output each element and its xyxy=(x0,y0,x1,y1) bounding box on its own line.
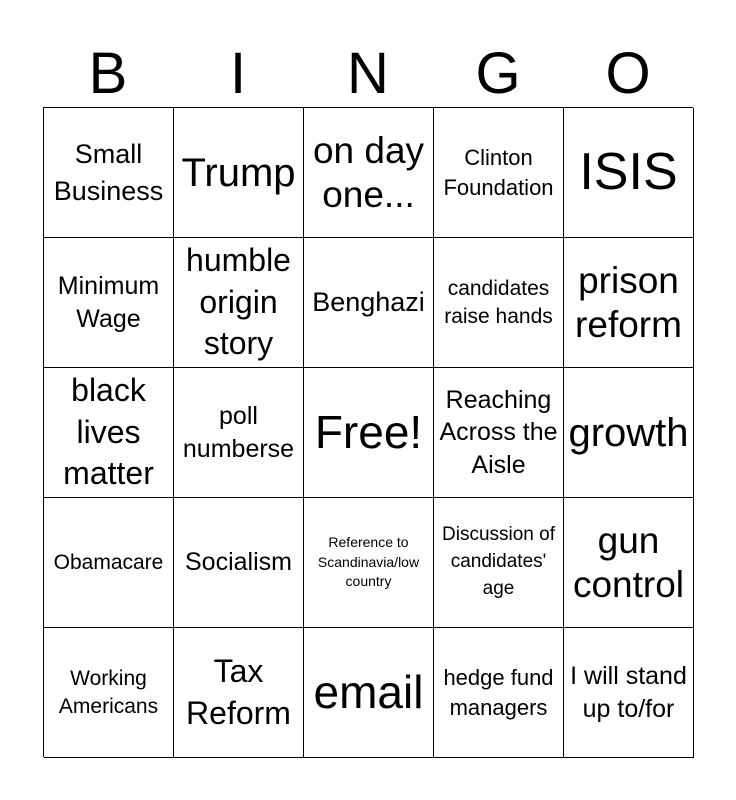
bingo-cell-r4c1[interactable] xyxy=(44,498,174,628)
bingo-cell-r1c2[interactable] xyxy=(174,108,304,238)
cell-text: Tax Reform xyxy=(186,652,291,731)
bingo-cell-r3c3[interactable] xyxy=(304,368,434,498)
cell-text: candidates raise hands xyxy=(444,276,553,328)
bingo-board xyxy=(43,107,693,757)
cell-text: ISIS xyxy=(579,142,678,201)
header-letter-n: N xyxy=(347,41,389,106)
header-letter-o: O xyxy=(605,41,651,106)
cell-text: I will stand up to/for xyxy=(570,662,687,723)
cell-text: Obamacare xyxy=(53,550,164,574)
bingo-cell-r1c4[interactable] xyxy=(434,108,564,238)
bingo-cell-r3c5[interactable] xyxy=(564,368,694,498)
header-letter-b: B xyxy=(88,41,128,106)
bingo-cell-r3c4[interactable] xyxy=(434,368,564,498)
bingo-cell-r2c1[interactable] xyxy=(44,238,174,368)
bingo-cell-r3c1[interactable] xyxy=(44,368,174,498)
cell-text: prison reform xyxy=(575,259,682,345)
bingo-cell-r5c3[interactable] xyxy=(304,628,434,758)
cell-text: Discussion of candidates' age xyxy=(442,524,555,599)
cell-text: Reaching Across the Aisle xyxy=(439,385,558,479)
cell-text: growth xyxy=(568,410,689,455)
bingo-cell-r5c1[interactable] xyxy=(44,628,174,758)
cell-text: poll numberse xyxy=(182,402,295,463)
cell-text: Trump xyxy=(181,150,296,195)
bingo-cell-r5c2[interactable] xyxy=(174,628,304,758)
cell-text: gun control xyxy=(572,519,685,605)
cell-text: Clinton Foundation xyxy=(443,144,554,200)
header-letter-i: I xyxy=(229,41,247,106)
cell-text: Small Business xyxy=(53,139,164,206)
bingo-cell-r4c2[interactable] xyxy=(174,498,304,628)
bingo-cell-r2c5[interactable] xyxy=(564,238,694,368)
cell-text: Free! xyxy=(314,406,423,459)
bingo-cell-r4c3[interactable] xyxy=(304,498,434,628)
cell-text: Reference to Scandinavia/low country xyxy=(317,534,420,590)
bingo-cell-r3c2[interactable] xyxy=(174,368,304,498)
bingo-cell-r1c1[interactable] xyxy=(44,108,174,238)
cell-text: Minimum Wage xyxy=(57,272,160,333)
bingo-cell-r2c2[interactable] xyxy=(174,238,304,368)
bingo-cell-r4c4[interactable] xyxy=(434,498,564,628)
cell-text: black lives matter xyxy=(63,372,154,492)
bingo-cell-r4c5[interactable] xyxy=(564,498,694,628)
bingo-cell-r2c4[interactable] xyxy=(434,238,564,368)
bingo-header xyxy=(43,40,693,108)
bingo-cell-r1c3[interactable] xyxy=(304,108,434,238)
bingo-cell-r1c5[interactable] xyxy=(564,108,694,238)
bingo-cell-r5c4[interactable] xyxy=(434,628,564,758)
cell-text: on day one... xyxy=(312,129,425,215)
cell-text: humble origin story xyxy=(186,242,291,362)
cell-text: email xyxy=(313,666,424,719)
bingo-cell-r5c5[interactable] xyxy=(564,628,694,758)
cell-text: Socialism xyxy=(185,548,292,577)
cell-text: Benghazi xyxy=(312,287,425,318)
header-letter-g: G xyxy=(475,41,521,106)
bingo-cell-r2c3[interactable] xyxy=(304,238,434,368)
cell-text: hedge fund managers xyxy=(443,664,554,720)
cell-text: Working Americans xyxy=(58,666,159,718)
